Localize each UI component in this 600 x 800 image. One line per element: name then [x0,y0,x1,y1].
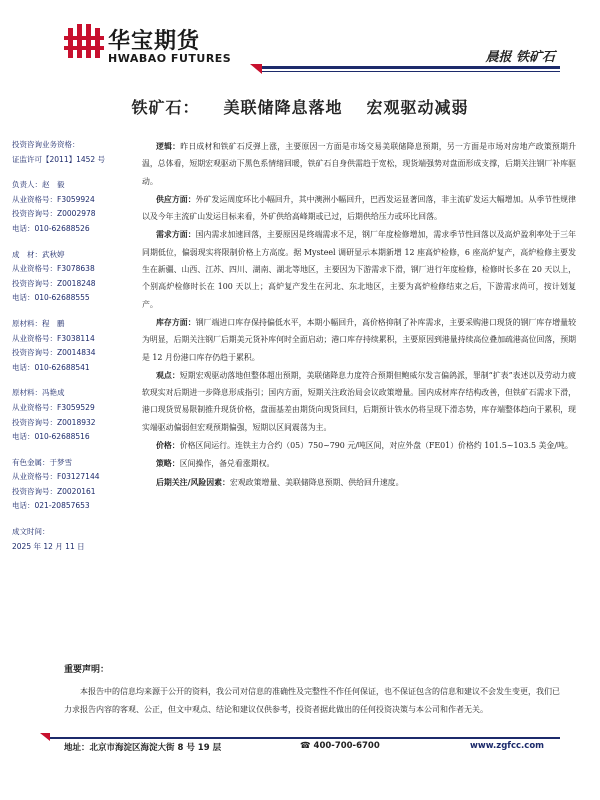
analyst-sidebar [12,138,132,554]
brand-name-cn: 华宝期货 [108,29,201,54]
analyst-phone: 电话：010-62688541 [12,362,90,372]
analyst-qualification: 从业资格号：F3059529 [12,402,95,412]
section-label: 需求方面： [156,230,196,240]
section-text: 宏观政策增量、美联储降息预期、供给回升速度。 [229,477,404,487]
section-label: 逻辑： [156,142,181,151]
brand-name-en: HWABAO FUTURES [108,52,232,65]
analyst-qualification: 从业资格号：F03127144 [12,472,100,482]
analyst-role: 负责人：赵 毅 [12,180,65,190]
report-body [142,138,576,492]
section-label: 观点： [156,370,180,380]
analyst-role: 成 材：武秋婷 [12,249,65,259]
section-supply [142,191,576,226]
analyst-consult-number: 投资咨询号：Z0020161 [12,486,96,496]
footer-address: 地址：北京市海淀区海淀大街 8 号 19 层 [64,743,222,753]
footer-website[interactable]: www.zgfcc.com [470,741,545,751]
analyst-qualification: 从业资格号：F3038114 [12,333,95,343]
section-label: 价格： [156,441,180,451]
section-label: 后期关注/风险因素： [156,477,230,487]
section-view [142,367,576,436]
disclaimer-text: 本报告中的信息均来源于公开的资料，我公司对信息的准确性及完整性不作任何保证，也不保证包含的信息和建议不会发生变更，我们已力求报告内容的客观、公正，但文中观点、结论和建议仅供参考，投资者据此做出的任何投资决策与本公司和作者无关。 [64,687,560,714]
section-text: 区间操作，备兑看涨期权。 [179,459,275,469]
report-type: 晨报 铁矿石 [485,50,555,65]
analyst-consult-number: 投资咨询号：Z0002978 [12,209,96,219]
analyst-block [12,248,132,306]
section-text: 外矿发运周度环比小幅回升，其中澳洲小幅回升，巴西发运显著回落，非主流矿发运大幅增加。从季节性规律以及今年主流矿山发运目标来看，外矿供给高峰期或已过，后期供给压力或环比回落。 [142,194,576,222]
section-inventory [142,314,576,366]
analyst-consult-number: 投资咨询号：Z0014834 [12,348,96,358]
analyst-role: 原材料：冯艳成 [12,388,65,398]
section-strategy [142,455,576,472]
footer-rule [50,737,560,739]
section-text: 价格区间运行。连铁主力合约（05）750~790 元/吨区间，对应外盘（FE01）价格约 101.5~103.5 美金/吨。 [179,441,573,451]
section-logic [142,138,576,190]
analyst-qualification: 从业资格号：F3059924 [12,194,95,204]
footer-phone: ☎ 400-700-6700 [300,741,380,751]
section-demand [142,226,576,312]
analyst-phone: 电话：010-62688526 [12,223,90,233]
header-rule-thin [262,71,560,72]
analyst-consult-number: 投资咨询号：Z0018932 [12,417,96,427]
header-rule [262,66,560,69]
analyst-block [12,317,132,375]
analyst-role: 有色金属：于梦雪 [12,457,72,467]
company-logo [64,22,234,68]
title-part-2: 美联储降息落地 [223,98,343,117]
section-label: 库存方面： [156,317,196,327]
analyst-block [12,456,132,514]
analyst-role: 原材料：程 鹏 [12,318,65,328]
report-date-label: 成文时间： [12,527,50,537]
analyst-block [12,386,132,444]
analyst-qualification: 从业资格号：F3078638 [12,264,95,274]
report-title [0,95,600,118]
title-part-3: 宏观驱动减弱 [366,98,469,117]
section-text: 钢厂端进口库存保持偏低水平，本期小幅回升，高价格抑制了补库需求，主要采购港口现货的钢厂库存增量较为明显，后期关注钢厂后期美元货补库何时全面启动；港口库存持续累积，主要原因到港量持续高位叠加疏港高位回落，预期是 12 月份港口库存仍趋于累积。 [142,317,576,362]
section-label: 策略： [156,459,180,469]
analyst-phone: 电话：021-20857653 [12,501,90,511]
license-value: 证监许可【2011】1452 号 [12,154,106,164]
analyst-block [12,178,132,236]
section-text: 短期宏观驱动落地但整体超出预期，美联储降息力度符合预期但鲍威尔发言偏鸽派，罪制“扩表”表述以及劳动力疲软现实对后期进一步降息形成指引；国内方面，短期关注政治局会议政策增量。国内成材库存结构改善，但铁矿石需求下滑，港口现货贸易限制推升现货价格，盘面基差由期货向现货回归，后期预计铁水仍将呈现下滑态势，库存端整体趋向于累积，现实端驱动偏弱但宏观预期偏强，短期以区间震荡为主。 [142,370,576,432]
analyst-phone: 电话：010-62688516 [12,432,90,442]
section-risk [142,474,576,491]
header-accent [250,64,262,74]
section-text: 国内需求加速回落，主要原因是终端需求不足，钢厂年度检修增加，需求季节性回落以及高炉盈利率处于三年同期低位，偏弱现实将限制价格上方高度。据 Mysteel 调研显示本期新增 12 座高炉检修，6 座高炉复产，高炉检修主要发生在新疆、山西、江苏、四川、湖南、湖北等地区，主要因为下游需求下滑，钢厂进行年度检修，检修时长多在 20 天以上，个别高炉检修时长在 100 天以上；高炉复产发生在河北、东北地区，主要为高炉检修结束之后，下游需求尚可，按计划复产。 [142,230,576,309]
section-text: 昨日成材和铁矿石反弹上涨，主要原因一方面是市场交易美联储降息预期，另一方面是市场对房地产政策预期升温，总体看，短期宏观驱动下黑色系情绪回暖，铁矿石自身供需趋于宽松，现货端强势对盘面形成支撑，后期关注钢厂补库驱动。 [142,142,576,186]
footer-accent [40,733,50,741]
license-label: 投资咨询业务资格： [12,140,80,149]
analyst-consult-number: 投资咨询号：Z0018248 [12,278,96,288]
disclaimer-heading: 重要声明： [64,665,110,675]
title-part-1: 铁矿石： [131,98,200,117]
analyst-phone: 电话：010-62688555 [12,293,90,303]
report-date: 2025 年 12 月 11 日 [12,541,85,551]
section-label: 供应方面： [156,194,196,204]
hwabao-logo-icon [64,22,104,62]
section-price [142,437,576,454]
